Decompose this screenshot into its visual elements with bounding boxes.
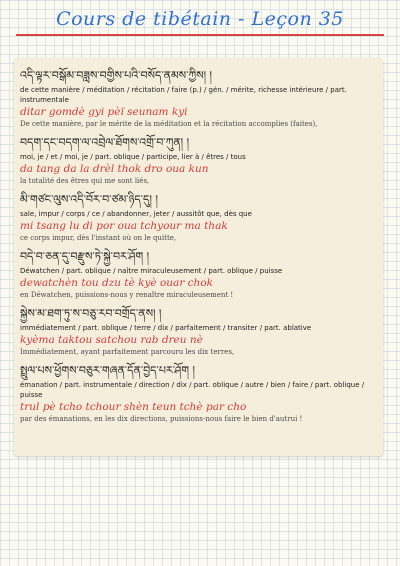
tibetan-text: སྐྱེས་མ་ཐག་ཏུ་ས་བཅུ་རབ་བགྲོད་ནས། །	[20, 307, 162, 320]
word-gloss: immédiatement / part. oblique / terre / dix / parfaitement / transiter / part. ablative	[20, 324, 312, 332]
verse-line-6	[20, 361, 377, 425]
french-translation: De cette manière, par le mérite de la méditation et la récitation accomplies (faites),	[20, 120, 318, 128]
phonetic-text: trul pè tcho tchour shèn teun tchè par cho	[20, 401, 247, 413]
word-gloss: émanation / part. instrumentale / direction / dix / part. oblique / autre / bien / faire / part. oblique / puisse	[20, 381, 365, 399]
phonetic-text: mi tsang lu di por oua tchyour ma thak	[20, 220, 228, 232]
tibetan-text: འདི་ལྟར་བསྒོམ་བཟླས་བགྱིས་པའི་བསོད་ནམས་ཀྱིས། །	[20, 69, 212, 82]
word-gloss: sale, impur / corps / ce / abandonner, jeter / aussitôt que, dès que	[20, 210, 252, 218]
verse-line-4	[20, 247, 377, 301]
tibetan-text: བདེ་བ་ཅན་དུ་བརྫུས་ཏེ་སྐྱེ་བར་ཤོག །	[20, 250, 150, 263]
phonetic-text: dewatchèn tou dzu tè kyè ouar chok	[20, 277, 213, 289]
french-translation: Immédiatement, ayant parfaitement parcouru les dix terres,	[20, 348, 235, 356]
word-gloss: Déwatchen / part. oblique / naître miraculeusement / part. oblique / puisse	[20, 267, 283, 275]
verse-line-5	[20, 304, 377, 358]
verse-card	[14, 58, 383, 456]
lesson-title: Cours de tibétain - Leçon 35	[56, 8, 344, 30]
verse-line-2	[20, 133, 377, 187]
phonetic-text: kyèma taktou satchou rab dreu nè	[20, 334, 203, 346]
tibetan-text: མི་གཙང་ལུས་འདི་བོར་བ་ཙམ་ཉིད་དུ། །	[20, 193, 158, 206]
tibetan-text: བདག་དང་བདག་ལ་འབྲེལ་ཐོགས་འགྲོ་བ་ཀུན། །	[20, 136, 190, 149]
word-gloss: de cette manière / méditation / récitation / faire (p.) / gén. / mérite, richesse intérieure / part. instrumentale	[20, 86, 347, 104]
phonetic-text: da tang da la drèl thok dro oua kun	[20, 163, 209, 175]
verse-line-1	[20, 66, 377, 130]
title-underline	[16, 34, 384, 36]
french-translation: par des émanations, en les dix directions, puissions-nous faire le bien d'autrui !	[20, 415, 303, 423]
french-translation: la totalité des êtres qui me sont liés,	[20, 177, 150, 185]
tibetan-text: སྤྲུལ་པས་ཕྱོགས་བཅུར་གཞན་དོན་བྱེད་པར་ཤོག །	[20, 364, 195, 377]
french-translation: ce corps impur, dès l'instant où on le quitte,	[20, 234, 177, 242]
french-translation: en Déwatchen, puissions-nous y renaître miraculeusement !	[20, 291, 234, 299]
phonetic-text: ditar gomdè gyi pèï seunam kyi	[20, 106, 188, 118]
verse-line-3	[20, 190, 377, 244]
word-gloss: moi, je / et / moi, je / part. oblique / participe, lier à / êtres / tous	[20, 153, 246, 161]
